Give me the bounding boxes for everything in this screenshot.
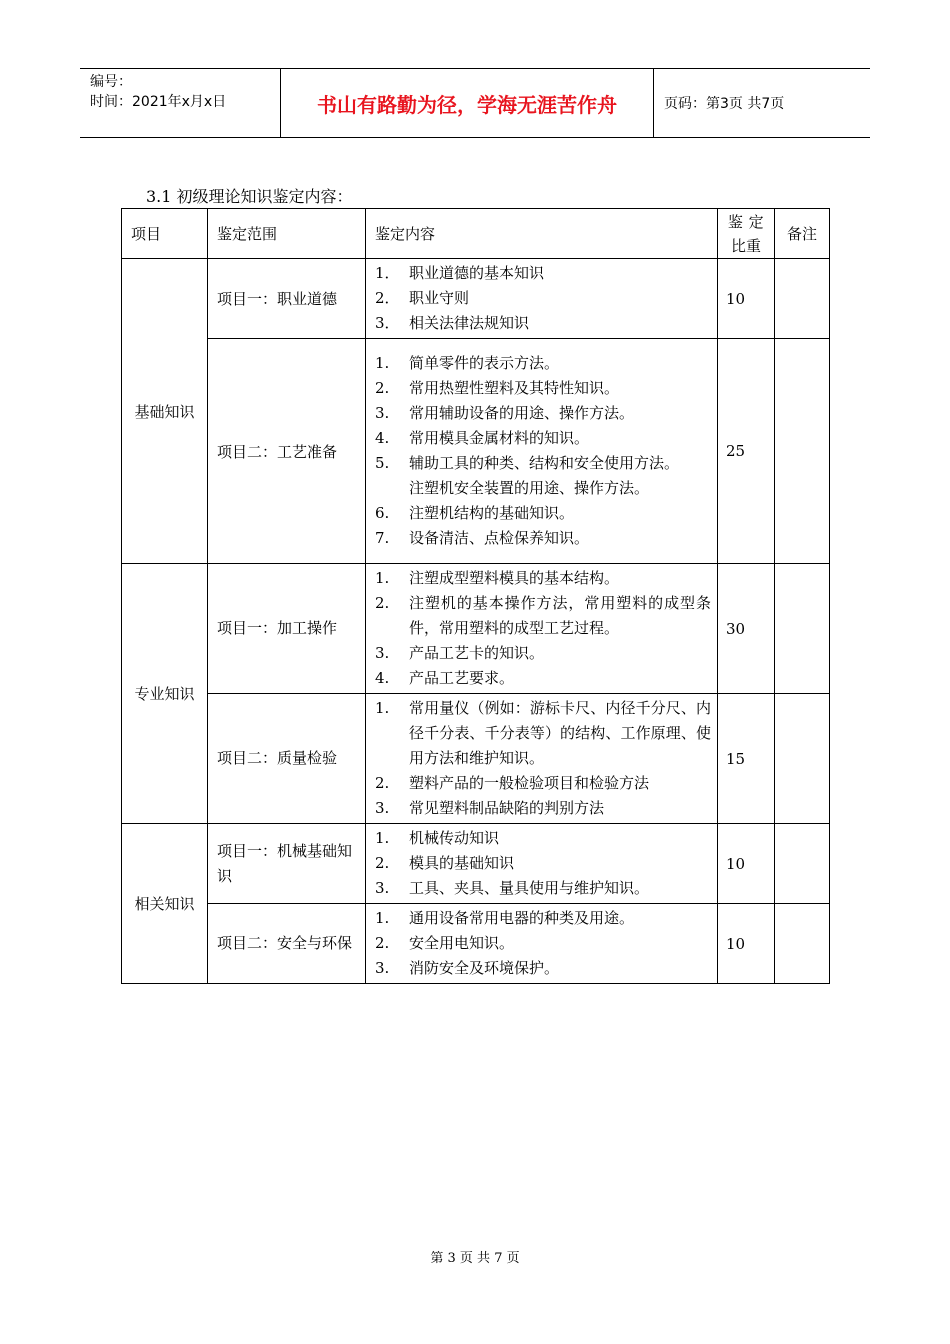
item-text: 设备清洁、点检保养知识。 <box>409 529 590 547</box>
item-number: 2． <box>375 289 400 307</box>
item-number: 3. <box>375 959 390 977</box>
content-item <box>375 526 711 551</box>
item-number: 4. <box>375 669 390 687</box>
header-content: 鉴定内容 <box>366 209 718 259</box>
item-text: 职业道德的基本知识 <box>409 264 545 282</box>
appraisal-table <box>121 208 830 984</box>
table-row <box>122 564 830 694</box>
content-item <box>375 591 711 641</box>
content-list <box>366 904 718 984</box>
item-text: 注塑机的基本操作方法，常用塑料的成型条件，常用塑料的成型工艺过程。 <box>409 594 711 637</box>
table-row <box>122 339 830 564</box>
item-text: 常见塑料制品缺陷的判别方法 <box>409 799 605 817</box>
content-item <box>375 566 711 591</box>
content-item <box>375 696 711 771</box>
time-label: 时间：2021年x月x日 <box>90 94 227 110</box>
header-weight <box>718 209 775 259</box>
content-item <box>375 261 711 286</box>
item-text: 常用模具金属材料的知识。 <box>409 429 590 447</box>
header-weight-line1: 鉴 定 <box>727 212 765 231</box>
content-item <box>375 666 711 691</box>
item-number: 5. <box>375 454 390 472</box>
table-row <box>122 824 830 904</box>
item-number: 1. <box>375 354 390 372</box>
item-number: 2. <box>375 594 390 612</box>
weight-cell: 10 <box>718 259 775 339</box>
item-text: 辅助工具的种类、结构和安全使用方法。 <box>409 454 680 472</box>
content-list <box>366 564 718 694</box>
header-project: 项目 <box>122 209 208 259</box>
weight-cell: 10 <box>718 904 775 984</box>
header-scope: 鉴定范围 <box>208 209 366 259</box>
item-text: 机械传动知识 <box>409 829 500 847</box>
item-text: 消防安全及环境保护。 <box>409 959 560 977</box>
weight-cell: 25 <box>718 339 775 564</box>
content-item <box>375 771 711 796</box>
item-number: 1. <box>375 909 390 927</box>
content-item <box>375 906 711 931</box>
table-header-row <box>122 209 830 259</box>
item-number: 2. <box>375 854 390 872</box>
item-number: 1. <box>375 829 390 847</box>
item-text: 常用热塑性塑料及其特性知识。 <box>409 379 620 397</box>
content-item <box>375 286 711 311</box>
note-cell <box>775 824 830 904</box>
scope-cell: 项目二：质量检验 <box>208 694 366 824</box>
number-label: 编号： <box>90 74 132 90</box>
content-item <box>375 426 711 451</box>
item-number: 3. <box>375 799 390 817</box>
content-item <box>375 351 711 376</box>
item-number: 6. <box>375 504 390 522</box>
scope-cell: 项目二：工艺准备 <box>208 339 366 564</box>
category-cell: 基础知识 <box>122 259 208 564</box>
header-note: 备注 <box>775 209 830 259</box>
header-page-label: 页码：第3页 共7页 <box>664 96 785 112</box>
item-number: 7. <box>375 529 390 547</box>
content-list <box>366 259 718 339</box>
item-text: 通用设备常用电器的种类及用途。 <box>409 909 635 927</box>
note-cell <box>775 904 830 984</box>
item-text: 产品工艺卡的知识。 <box>409 644 545 662</box>
category-cell: 相关知识 <box>122 824 208 984</box>
item-number: 3. <box>375 644 390 662</box>
scope-cell: 项目一：职业道德 <box>208 259 366 339</box>
content-item <box>375 401 711 426</box>
weight-cell: 30 <box>718 564 775 694</box>
item-text: 注塑机安全装置的用途、操作方法。 <box>409 479 650 497</box>
content-item <box>375 451 711 476</box>
content-item <box>375 501 711 526</box>
table-row <box>122 904 830 984</box>
item-number: 2. <box>375 934 390 952</box>
scope-cell: 项目一：加工操作 <box>208 564 366 694</box>
content-item <box>375 376 711 401</box>
item-number: 2. <box>375 774 390 792</box>
table-row <box>122 694 830 824</box>
item-text: 安全用电知识。 <box>409 934 515 952</box>
content-item <box>375 956 711 981</box>
item-text: 塑料产品的一般检验项目和检验方法 <box>409 774 650 792</box>
content-item <box>375 641 711 666</box>
item-text: 产品工艺要求。 <box>409 669 515 687</box>
item-number: 1． <box>375 264 400 282</box>
header-motto: 书山有路勤为径，学海无涯苦作舟 <box>281 69 654 137</box>
item-text: 常用辅助设备的用途、操作方法。 <box>409 404 635 422</box>
note-cell <box>775 564 830 694</box>
category-cell: 专业知识 <box>122 564 208 824</box>
item-text: 注塑机结构的基础知识。 <box>409 504 575 522</box>
content-item <box>375 876 711 901</box>
item-number: 3. <box>375 879 390 897</box>
section-title: 3.1 初级理论知识鉴定内容： <box>146 187 353 206</box>
header-weight-line2: 比重 <box>730 236 761 255</box>
item-text: 注塑成型塑料模具的基本结构。 <box>409 569 620 587</box>
table-row <box>122 259 830 339</box>
weight-cell: 10 <box>718 824 775 904</box>
item-number: 1. <box>375 569 390 587</box>
content-item <box>375 311 711 336</box>
weight-cell: 15 <box>718 694 775 824</box>
content-item <box>375 931 711 956</box>
content-item <box>375 796 711 821</box>
item-text: 职业守则 <box>409 289 470 307</box>
item-number: 4. <box>375 429 390 447</box>
content-item <box>375 851 711 876</box>
scope-cell: 项目二：安全与环保 <box>208 904 366 984</box>
note-cell <box>775 339 830 564</box>
item-text: 模具的基础知识 <box>409 854 515 872</box>
content-item <box>375 476 711 501</box>
content-list <box>366 694 718 824</box>
item-number: 1. <box>375 699 390 717</box>
content-list <box>366 824 718 904</box>
item-number: 3． <box>375 314 400 332</box>
note-cell <box>775 694 830 824</box>
item-number: 3. <box>375 404 390 422</box>
scope-cell: 项目一：机械基础知识 <box>208 824 366 904</box>
header-info-cell <box>80 69 281 137</box>
item-text: 相关法律法规知识 <box>409 314 530 332</box>
note-cell <box>775 259 830 339</box>
content-list <box>366 339 718 564</box>
content-item <box>375 826 711 851</box>
item-text: 常用量仪（例如：游标卡尺、内径千分尺、内径千分表、千分表等）的结构、工作原理、使用方法和维护知识。 <box>409 699 711 767</box>
page-header <box>80 68 870 138</box>
item-text: 简单零件的表示方法。 <box>409 354 560 372</box>
item-number: 2. <box>375 379 390 397</box>
page-footer: 第 3 页 共 7 页 <box>430 1251 520 1266</box>
item-text: 工具、夹具、量具使用与维护知识。 <box>409 879 650 897</box>
